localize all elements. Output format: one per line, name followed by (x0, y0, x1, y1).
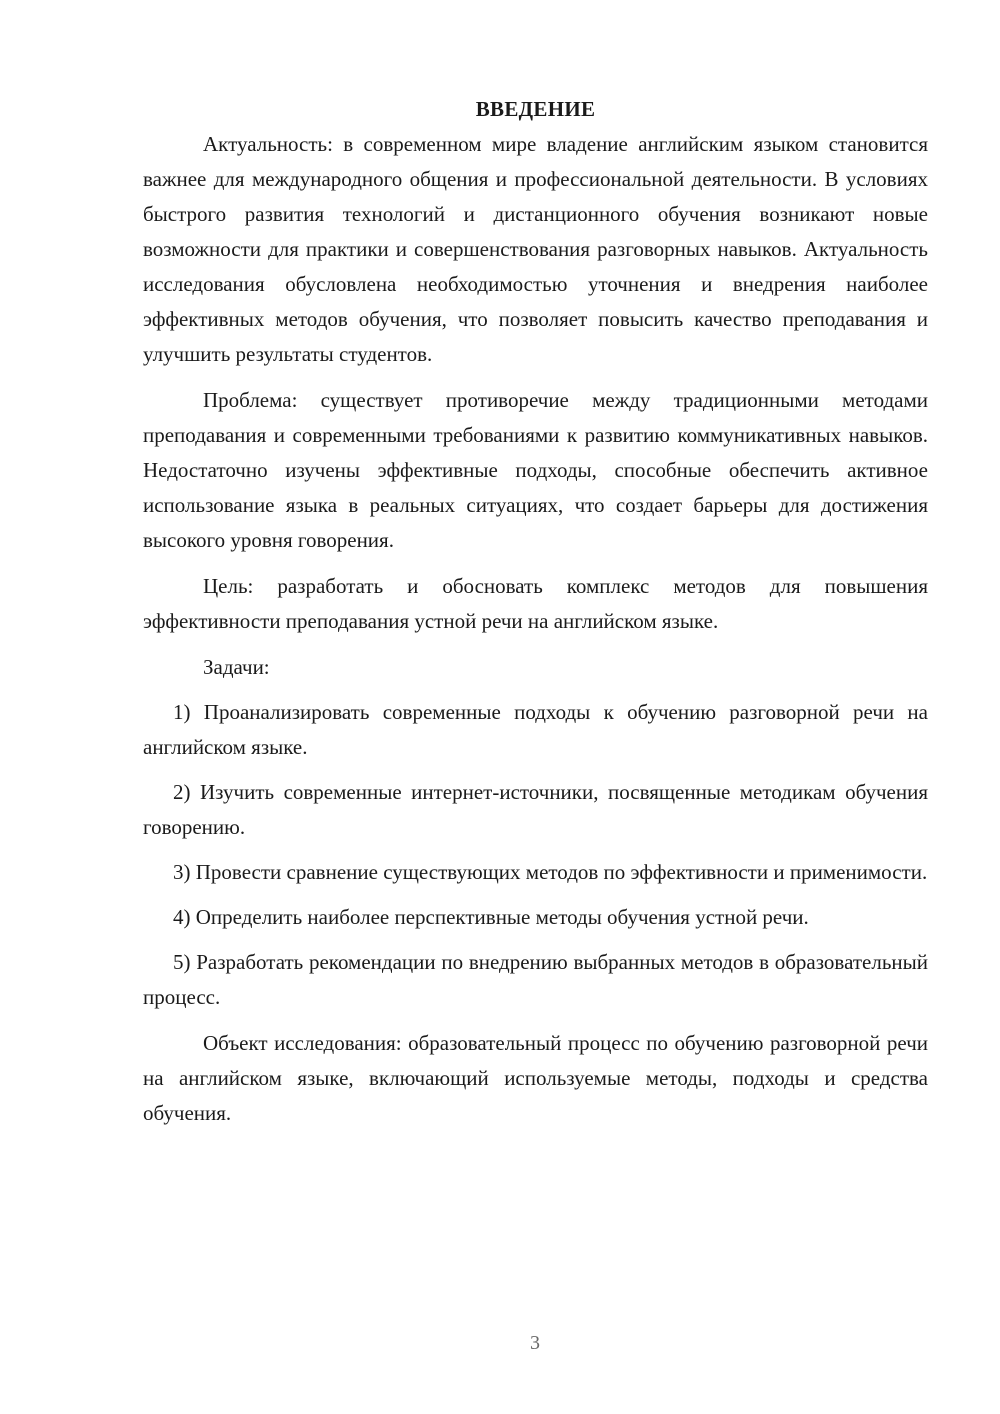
task-item-3: 3) Провести сравнение существующих методов по эффективности и применимости. (173, 860, 928, 884)
paragraph-relevance: Актуальность: в современном мире владение английским языком становится важнее для международного общения и профессиональной деятельности. В условиях быстрого развития технологий и дистанционного обучения возникают новые возможности для практики и совершенствования разговорных навыков. Актуальность исследования обусловлена необходимостью уточнения и внедрения наиболее эффективных методов обучения, что позволяет повысить качество преподавания и улучшить результаты студентов. (143, 132, 928, 366)
page-title: ВВЕДЕНИЕ (475, 97, 596, 121)
task-item-4: 4) Определить наиболее перспективные методы обучения устной речи. (173, 905, 809, 929)
task-item-1: 1) Проанализировать современные подходы к обучению разговорной речи на английском языке. (143, 700, 928, 759)
document-page (143, 92, 928, 1131)
paragraph-goal: Цель: разработать и обосновать комплекс методов для повышения эффективности преподавания устной речи на английском языке. (143, 574, 928, 633)
tasks-heading: Задачи: (203, 655, 270, 679)
task-item-2: 2) Изучить современные интернет-источники, посвященные методикам обучения говорению. (143, 780, 928, 839)
paragraph-problem: Проблема: существует противоречие между традиционными методами преподавания и современными требованиями к развитию коммуникативных навыков. Недостаточно изучены эффективные подходы, способные обеспечить активное использование языка в реальных ситуациях, что создает барьеры для достижения высокого уровня говорения. (143, 388, 928, 552)
page-number: 3 (530, 1332, 540, 1354)
task-item-5: 5) Разработать рекомендации по внедрению выбранных методов в образовательный процесс. (143, 950, 928, 1009)
paragraph-object: Объект исследования: образовательный процесс по обучению разговорной речи на английском языке, включающий используемые методы, подходы и средства обучения. (143, 1031, 928, 1125)
